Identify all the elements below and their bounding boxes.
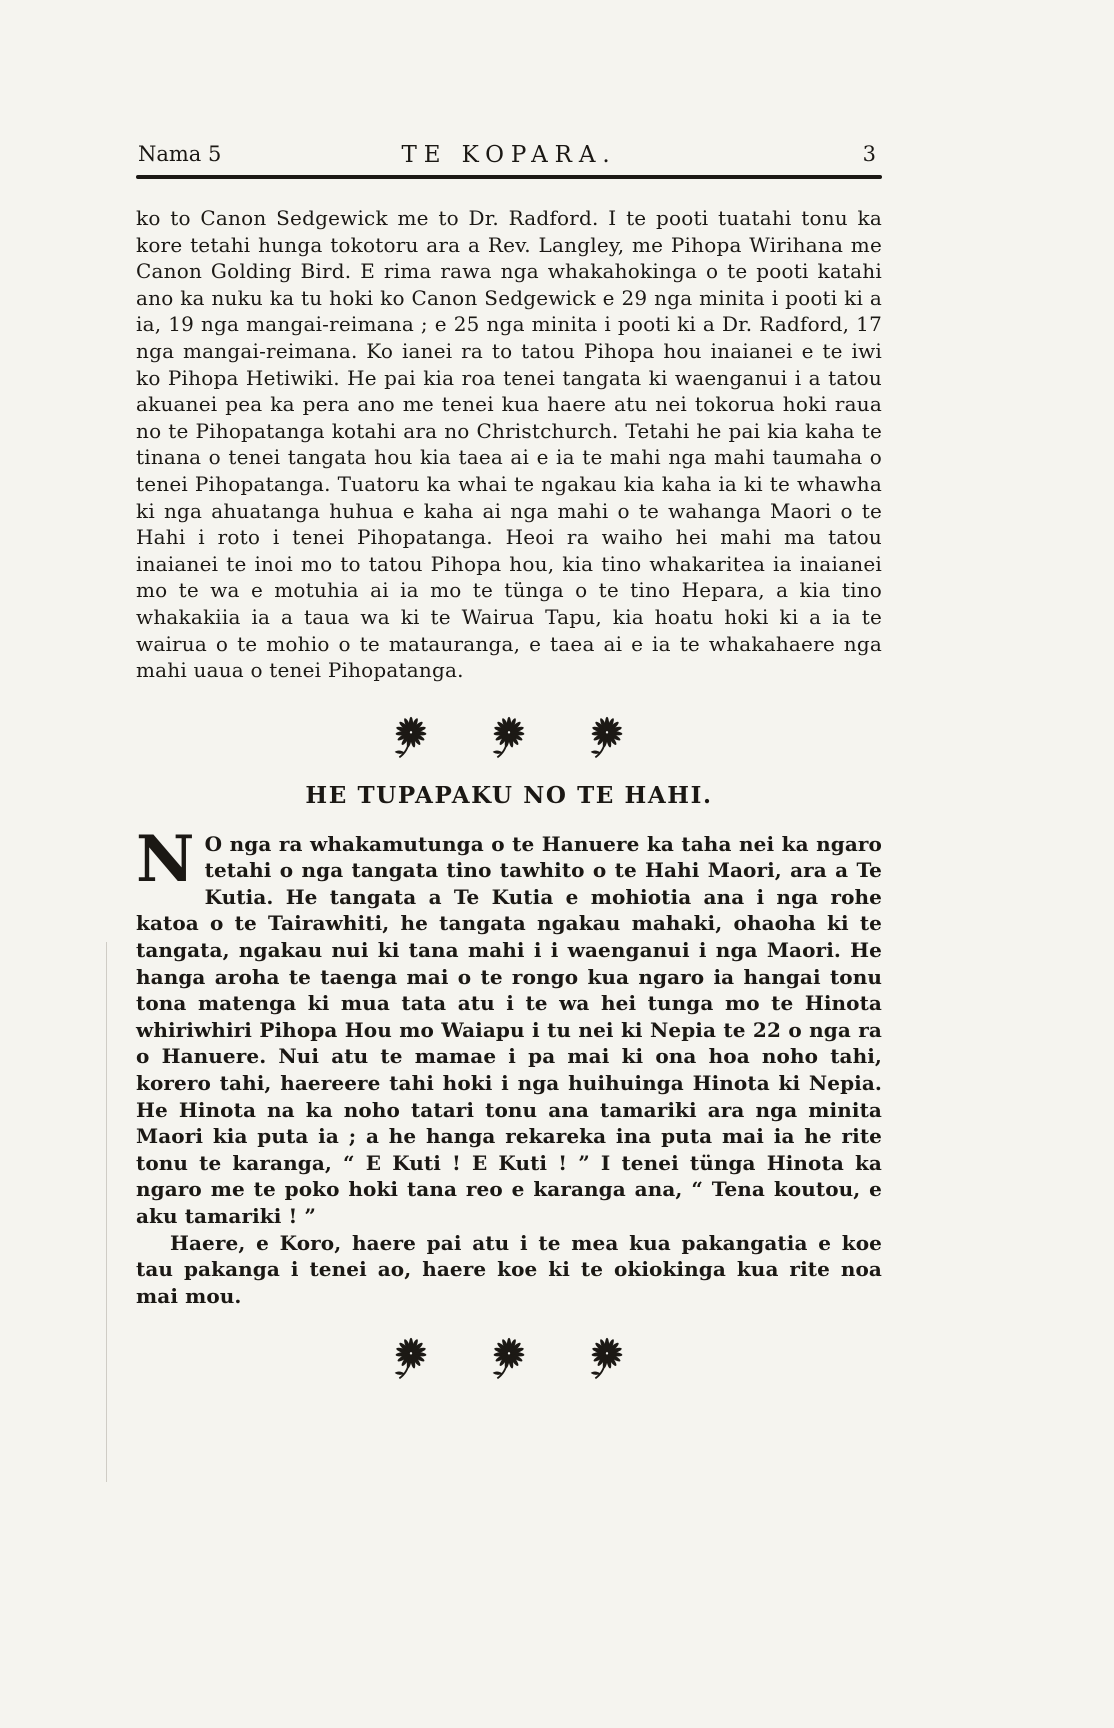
drop-cap: N — [136, 821, 195, 897]
flower-ornament-icon — [391, 1337, 431, 1383]
header-rule — [136, 175, 882, 179]
flower-ornament-icon — [587, 1337, 627, 1383]
flower-ornament-icon — [489, 716, 529, 762]
page — [136, 142, 882, 1403]
obituary-opening-text: O nga ra whakamutunga o te Hanuere ka taha nei ka ngaro tetahi o nga tangata tino tawhito o te Hahi Maori, ara a Te Kutia. He tangata a Te Kutia e mohiotia ana i nga rohe katoa o te Tairawhiti, he tangata ngakau mahaki, ohaoha ki te tangata, ngakau nui ki tana mahi i i waenganui i nga Maori. He hanga aroha te taenga mai o te rongo kua ngaro ia hangai tonu tona matenga ki mua tata atu i te wa hei tunga mo te Hinota whiriwhiri Pihopa Hou mo Waiapu i tu nei ki Nepia te 22 o nga ra o Hanuere. Nui atu te mamae i pa mai ki ona hoa noho tahi, korero tahi, haereere tahi hoki i nga huihuinga Hinota ki Nepia. He Hinota na ka noho tatari tonu ana tamariki ara nga minita Maori kia puta ia ; a he hanga rekareka ina puta mai ia he rite tonu te karanga, “ E Kuti ! E Kuti ! ” I tenei tünga Hinota ka ngaro me te poko hoki tana reo e karanga ana, “ Tena koutou, e aku tamariki ! ” — [136, 831, 882, 1228]
article-heading: HE TUPAPAKU NO TE HAHI. — [305, 781, 713, 809]
ornament-row-top — [136, 716, 882, 762]
page-number: 3 — [862, 142, 876, 166]
page-header — [136, 142, 882, 166]
masthead-title: TE KOPARA. — [401, 142, 617, 168]
flower-ornament-icon — [587, 716, 627, 762]
flower-ornament-icon — [489, 1337, 529, 1383]
obituary-opening-paragraph — [136, 821, 882, 1230]
obituary-closing-paragraph: Haere, e Koro, haere pai atu i te mea kua pakangatia e koe tau pakanga i tenei ao, haere koe ki te okiokinga kua rite noa mai mou. — [136, 1230, 882, 1308]
ornament-row-bottom — [136, 1337, 882, 1383]
scan-artifact-line — [106, 942, 107, 1482]
flower-ornament-icon — [391, 716, 431, 762]
article-continuation-paragraph: ko to Canon Sedgewick me to Dr. Radford. I te pooti tuatahi tonu ka kore tetahi hunga tokotoru ara a Rev. Langley, me Pihopa Wirihana me Canon Golding Bird. E rima rawa nga whakahokinga o te pooti katahi ano ka nuku ka tu hoki ko Canon Sedgewick e 29 nga minita i pooti ki a ia, 19 nga mangai-reimana ; e 25 nga minita i pooti ki a Dr. Radford, 17 nga mangai-reimana. Ko ianei ra to tatou Pihopa hou inaianei e te iwi ko Pihopa Hetiwiki. He pai kia roa tenei tangata ki waenganui i a tatou akuanei pea ka pera ano me tenei kua haere atu nei tokorua hoki raua no te Pihopatanga kotahi ara no Christchurch. Tetahi he pai kia kaha te tinana o tenei tangata hou kia taea ai e ia te mahi nga mahi taumaha o tenei Pihopatanga. Tuatoru ka whai te ngakau kia kaha ia ki te whawha ki nga ahuatanga huhua e kaha ai nga mahi o te wahanga Maori o te Hahi i roto i tenei Pihopatanga. Heoi ra waiho hei mahi ma tatou inaianei te inoi mo to tatou Pihopa hou, kia tino whakaritea ia inaianei mo te wa e motuhia ai ia mo te tünga o te tino Hepara, a kia tino whakakiia ia a taua wa ki te Wairua Tapu, kia hoatu hoki ki a ia te wairua o te mohio o te matauranga, e taea ai e ia te whakahaere nga mahi uaua o tenei Pihopatanga. — [136, 206, 882, 683]
issue-number: Nama 5 — [138, 142, 222, 166]
